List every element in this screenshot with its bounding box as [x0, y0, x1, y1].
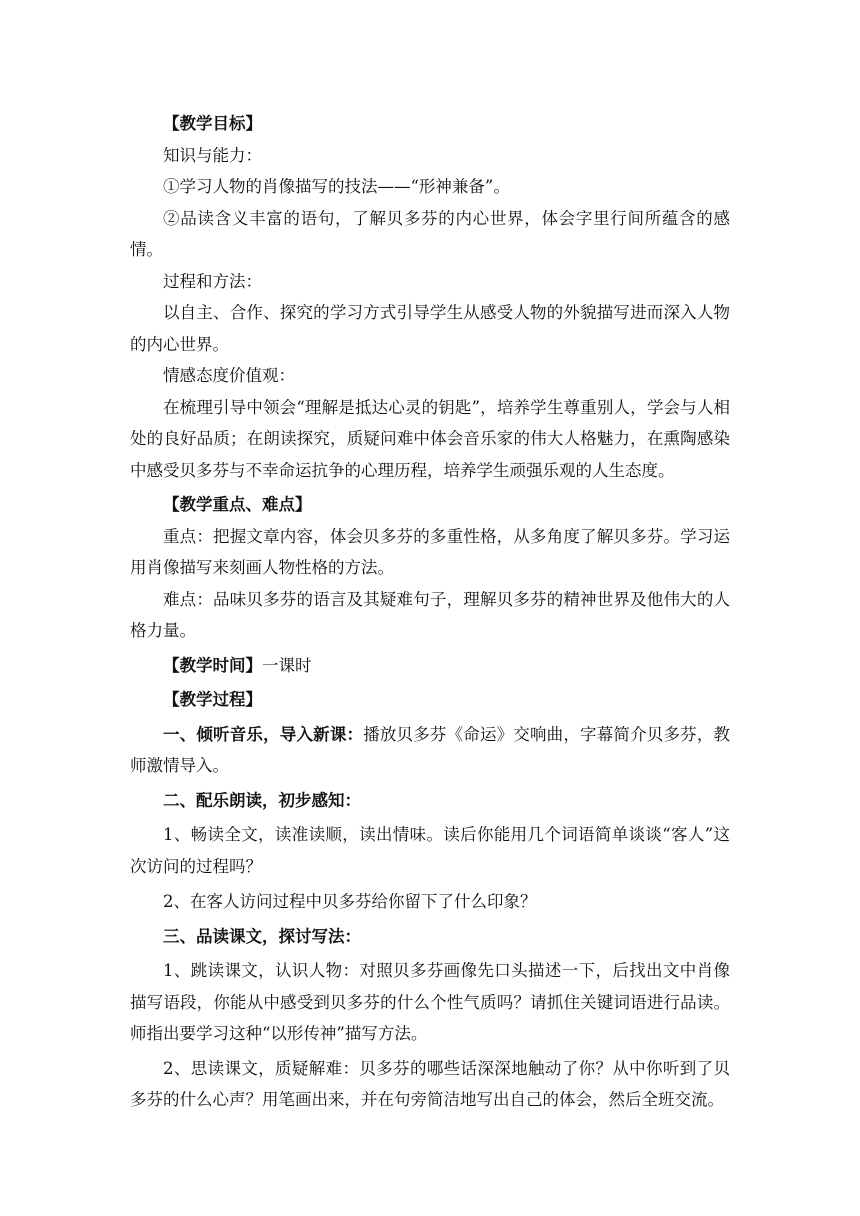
document-page — [130, 108, 730, 1116]
step-1 — [130, 719, 730, 782]
step-3-title: 三、品读课文，探讨写法： — [163, 926, 361, 946]
step-2-title: 二、配乐朗读，初步感知： — [163, 790, 361, 810]
knowledge-item-1: ①学习人物的肖像描写的技法——“形神兼备”。 — [163, 177, 510, 196]
knowledge-label: 知识与能力： — [163, 145, 262, 165]
time-heading: 【教学时间】 — [163, 655, 262, 675]
step-1-text: 播放贝多芬《命运》交响曲，字幕简介贝多芬，教师激情导入。 — [130, 724, 731, 775]
time-value: 一课时 — [262, 655, 312, 675]
step-2-item-2: 2、在客人访问过程中贝多芬给你留下了什么印象？ — [163, 892, 537, 911]
emotion-label: 情感态度价值观： — [163, 366, 295, 385]
key-point-text: 重点：把握文章内容，体会贝多芬的多重性格，从多角度了解贝多芬。学习运用肖像描写来刻画人物性格的方法。 — [130, 526, 730, 577]
goals-heading: 【教学目标】 — [163, 114, 262, 133]
time-line — [130, 650, 730, 682]
step-3-item-1: 1、跳读课文，认识人物：对照贝多芬画像先口头描述一下，后找出文中肖像描写语段，你能从中感受到贝多芬的什么个性气质吗？请抓住关键词语进行品读。师指出要学习这种“以形传神”描写方法。 — [130, 961, 730, 1043]
emotion-text: 在梳理引导中领会“理解是抵达心灵的钥匙”，培养学生尊重别人，学会与人相处的良好品质；在朗读探究，质疑问难中体会音乐家的伟大人格魅力，在熏陶感染中感受贝多芬与不幸命运抗争的心理历程，培养学生顽强乐观的人生态度。 — [130, 397, 730, 480]
process-label: 过程和方法： — [163, 271, 262, 291]
keypoints-heading: 【教学重点、难点】 — [163, 495, 312, 514]
difficulty-text: 难点：品味贝多芬的语言及其疑难句子，理解贝多芬的精神世界及他伟大的人格力量。 — [130, 589, 730, 640]
step-2-item-1: 1、畅读全文，读准读顺，读出情味。读后你能用几个词语简单谈谈“客人”这次访问的过程吗？ — [130, 825, 730, 876]
process-text: 以自主、合作、探究的学习方式引导学生从感受人物的外貌描写进而深入人物的内心世界。 — [130, 303, 730, 354]
step-1-title: 一、倾听音乐，导入新课： — [163, 724, 364, 744]
knowledge-item-2: ②品读含义丰富的语句，了解贝多芬的内心世界，体会字里行间所蕴含的感情。 — [130, 208, 730, 259]
step-3-item-2: 2、思读课文，质疑解难：贝多芬的哪些话深深地触动了你？从中你听到了贝多芬的什么心声？用笔画出来，并在句旁简洁地写出自己的体会，然后全班交流。 — [130, 1058, 730, 1109]
procedure-heading: 【教学过程】 — [163, 690, 262, 709]
